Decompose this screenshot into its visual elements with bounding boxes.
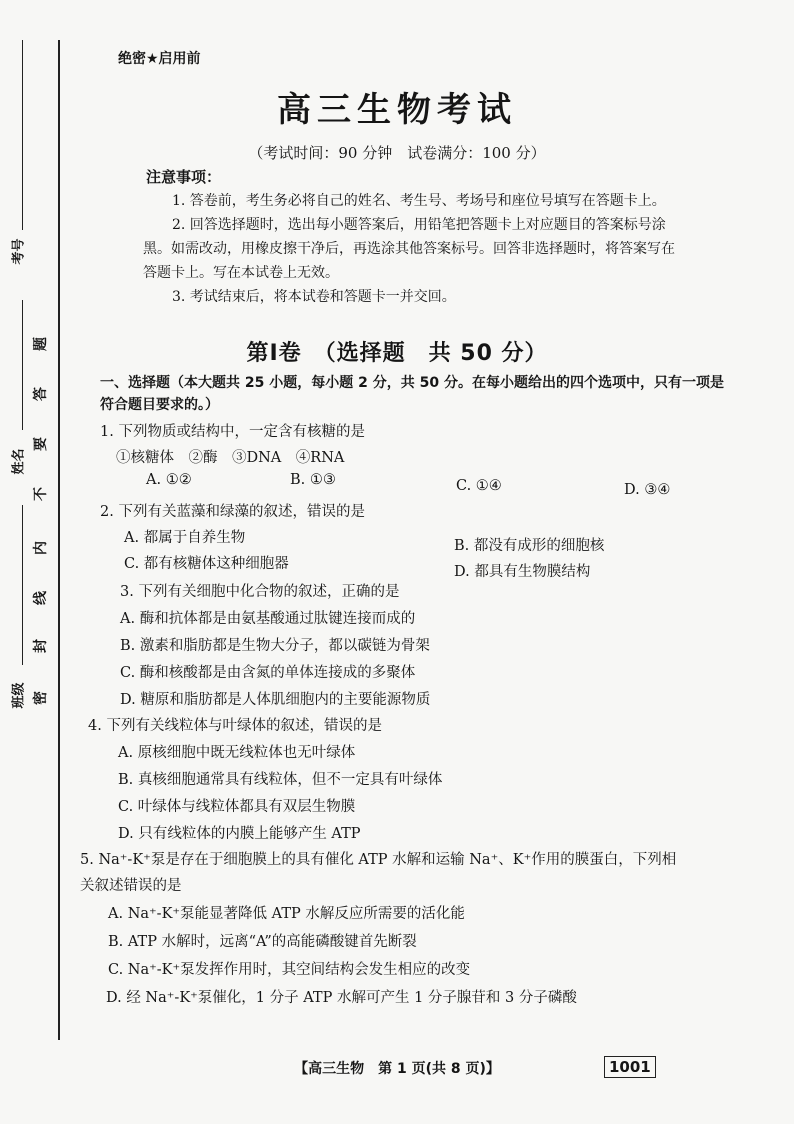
seal-char: 答 bbox=[33, 387, 49, 401]
question-1-option-c: C. ①④ bbox=[456, 478, 502, 494]
section-intro bbox=[100, 372, 772, 416]
question-4-option-c: C. 叶绿体与线粒体都具有双层生物膜 bbox=[118, 799, 356, 815]
question-1-option-b: B. ①③ bbox=[290, 472, 336, 488]
question-3-option-b: B. 激素和脂肪都是生物大分子，都以碳链为骨架 bbox=[120, 638, 430, 654]
section-intro-line: 符合题目要求的。） bbox=[100, 397, 219, 413]
exam-code-badge: 1001 bbox=[604, 1056, 656, 1078]
class-label: 班级 bbox=[11, 682, 27, 709]
name-label: 姓名 bbox=[11, 448, 27, 475]
question-5-option-a: A. Na⁺-K⁺泵能显著降低 ATP 水解反应所需要的活化能 bbox=[108, 906, 465, 922]
question-5-stem-cont: 关叙述错误的是 bbox=[80, 878, 182, 894]
page-footer: 【高三生物 第 1 页(共 8 页)】 bbox=[294, 1061, 500, 1077]
notice-item: 答题卡上。写在本试卷上无效。 bbox=[143, 265, 339, 281]
confidential-label: 绝密★启用前 bbox=[118, 51, 201, 67]
notice-item: 3. 考试结束后，将本试卷和答题卡一并交回。 bbox=[172, 289, 456, 305]
question-1-items: ①核糖体 ②酶 ③DNA ④RNA bbox=[116, 450, 345, 466]
question-2-option-d: D. 都具有生物膜结构 bbox=[454, 564, 591, 580]
question-4-option-a: A. 原核细胞中既无线粒体也无叶绿体 bbox=[118, 745, 356, 761]
exam-title: 高三生物考试 bbox=[277, 90, 517, 130]
question-1-option-d: D. ③④ bbox=[624, 482, 671, 498]
seal-char: 密 bbox=[33, 691, 49, 705]
question-4-stem: 4. 下列有关线粒体与叶绿体的叙述，错误的是 bbox=[88, 718, 382, 734]
seal-char: 封 bbox=[33, 639, 49, 653]
question-3-option-d: D. 糖原和脂肪都是人体肌细胞内的主要能源物质 bbox=[120, 692, 431, 708]
question-5-option-d: D. 经 Na⁺-K⁺泵催化，1 分子 ATP 水解可产生 1 分子腺苷和 3 分子磷酸 bbox=[106, 990, 577, 1006]
notice-heading: 注意事项： bbox=[146, 168, 222, 186]
exam-no-label: 考号 bbox=[11, 238, 27, 265]
question-3-stem: 3. 下列有关细胞中化合物的叙述，正确的是 bbox=[120, 584, 400, 600]
notice-item: 2. 回答选择题时，选出每小题答案后，用铅笔把答题卡上对应题目的答案标号涂 bbox=[172, 217, 666, 233]
seal-char: 不 bbox=[33, 487, 49, 501]
question-4-option-d: D. 只有线粒体的内膜上能够产生 ATP bbox=[118, 826, 361, 842]
question-1-stem: 1. 下列物质或结构中，一定含有核糖的是 bbox=[100, 424, 365, 440]
seal-line bbox=[58, 40, 60, 1040]
seal-char: 内 bbox=[33, 541, 49, 555]
question-2-option-a: A. 都属于自养生物 bbox=[124, 530, 246, 546]
seal-char: 要 bbox=[33, 437, 49, 451]
section-title: 第Ⅰ卷 （选择题 共 50 分） bbox=[246, 341, 548, 366]
exam-subtitle: （考试时间：90 分钟 试卷满分：100 分） bbox=[248, 144, 546, 162]
question-2-stem: 2. 下列有关蓝藻和绿藻的叙述，错误的是 bbox=[100, 504, 365, 520]
question-3-option-a: A. 酶和抗体都是由氨基酸通过肽键连接而成的 bbox=[120, 611, 416, 627]
exam-no-line bbox=[22, 40, 23, 230]
question-5-option-c: C. Na⁺-K⁺泵发挥作用时，其空间结构会发生相应的改变 bbox=[108, 962, 471, 978]
notice-item: 黑。如需改动，用橡皮擦干净后，再选涂其他答案标号。回答非选择题时，将答案写在 bbox=[143, 241, 675, 257]
question-2-option-c: C. 都有核糖体这种细胞器 bbox=[124, 556, 289, 572]
section-intro-line: 一、选择题（本大题共 25 小题，每小题 2 分，共 50 分。在每小题给出的四个选项中，只有一项是 bbox=[100, 375, 724, 391]
seal-char: 线 bbox=[33, 591, 49, 605]
question-4-option-b: B. 真核细胞通常具有线粒体，但不一定具有叶绿体 bbox=[118, 772, 443, 788]
question-2-option-b: B. 都没有成形的细胞核 bbox=[454, 538, 605, 554]
question-5-stem: 5. Na⁺-K⁺泵是存在于细胞膜上的具有催化 ATP 水解和运输 Na⁺、K⁺作用的膜蛋白，下列相 bbox=[80, 852, 677, 868]
seal-char: 题 bbox=[33, 337, 49, 351]
question-3-option-c: C. 酶和核酸都是由含氮的单体连接成的多聚体 bbox=[120, 665, 416, 681]
notice-item: 1. 答卷前，考生务必将自己的姓名、考生号、考场号和座位号填写在答题卡上。 bbox=[172, 193, 666, 209]
question-5-option-b: B. ATP 水解时，远离“A”的高能磷酸键首先断裂 bbox=[108, 934, 417, 950]
question-1-option-a: A. ①② bbox=[146, 472, 192, 488]
class-line bbox=[22, 505, 23, 665]
